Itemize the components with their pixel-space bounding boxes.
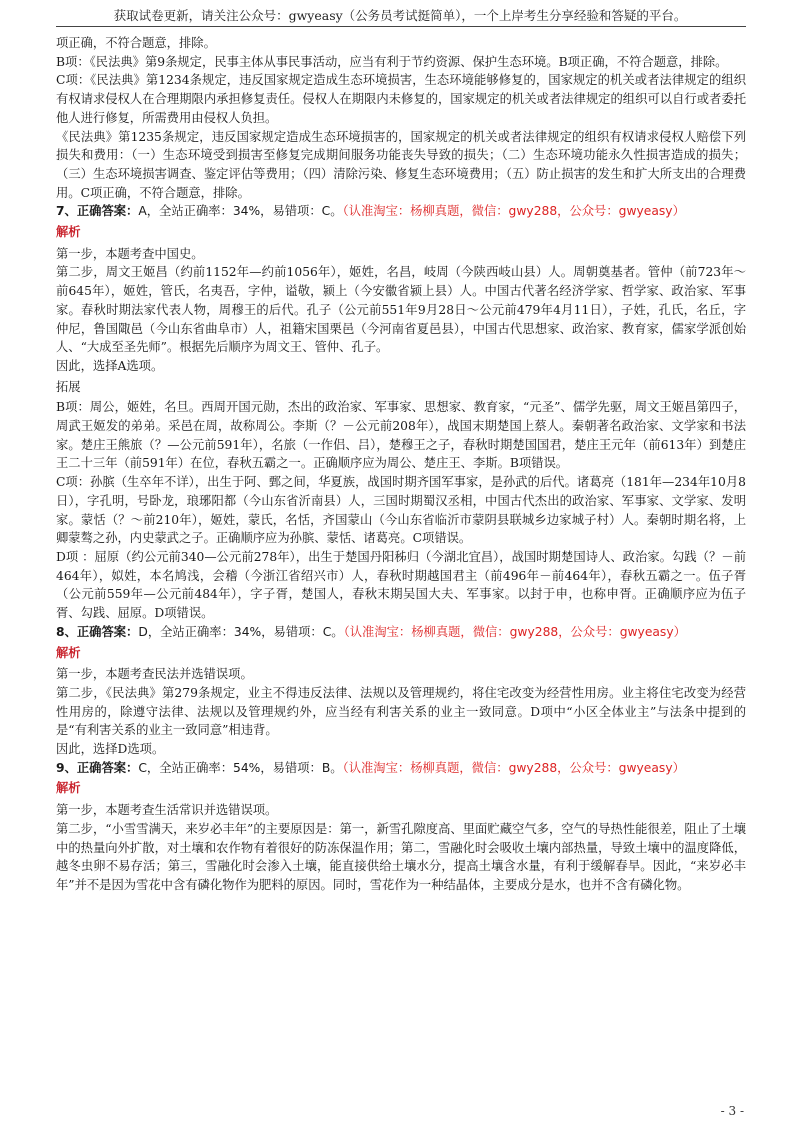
paragraph: 第一步，本题考查生活常识并选错误项。: [56, 803, 278, 818]
paragraph: 第二步，周文王姬昌（约前1152年—约前1056年），姬姓，名昌，岐周（今陕西岐山县）人。周朝奠基者。管仲（前723年～前645年），姬姓，管氏，名夷吾，字仲，谥敬，颍上（今安徽省颍上县）人。中国古代著名经济学家、哲学家、政治家、军事家。春秋时期法家代表人物，周穆王的后代。孔子（公元前551年9月28日～公元前479年4月11日），子姓，孔氏，名丘，字仲尼，鲁国陬邑（今山东省曲阜市）人，祖籍宋国栗邑（今河南省夏邑县），中国古代思想家、政治家、教育家，儒家学派创始人、“大成至圣先师”。根据先后顺序为周文王、管仲、孔子。: [56, 265, 746, 355]
paragraph: 第一步，本题考查中国史。: [56, 246, 204, 261]
paragraph: B项：周公，姬姓，名旦。西周开国元勋，杰出的政治家、军事家、思想家、教育家，“元圣”、儒学先驱，周文王姬昌第四子，周武王姬发的弟弟。采邑在周，故称周公。李斯（？－公元前208年），战国末期楚国上蔡人。秦朝著名政治家、文学家和书法家。楚庄王熊旅（？—公元前591年），名旅（一作侣、吕），楚穆王之子，春秋时期楚国国君，楚庄王元年（前613年）到楚庄王二十三年（前591年）在位，春秋五霸之一。正确顺序应为周公、楚庄王、李斯。B项错误。: [56, 400, 746, 471]
answer-line: [56, 202, 746, 221]
page-header: 获取试卷更新，请关注公众号：gwyeasy（公务员考试挺简单），一个上岸考生分享经验和答疑的平台。: [113, 8, 687, 23]
paragraph: D项 ：屈原（约公元前340—公元前278年），出生于楚国丹阳秭归（今湖北宜昌），战国时期楚国诗人、政治家。勾践（？－前464年），姒姓，本名鸠浅，会稽（今浙江省绍兴市）人，春秋时期越国君主（前496年－前464年），春秋五霸之一。伍子胥（公元前559年—公元前484年），字子胥，楚国人，春秋末期吴国大夫、军事家。以封于申，也称申胥。正确顺序应为伍子胥、勾践、屈原。D项错误。: [56, 549, 746, 621]
paragraph: 项正确，不符合题意，排除。: [56, 36, 216, 50]
paragraph: 第二步，《民法典》第279条规定，业主不得违反法律、法规以及管理规约，将住宅改变为经营性用房。业主将住宅改变为经营性用房的，除遵守法律、法规以及管理规约外，应当经有利害关系的业主一致同意。D项中“小区全体业主”与法条中提到的是“有利害关系的业主一致同意”相违背。: [56, 685, 746, 738]
answer-stats: D，全站正确率：34%，易错项：C。: [138, 624, 344, 639]
answer-line: [56, 759, 746, 778]
paragraph: B项：《民法典》第9条规定，民事主体从事民事活动，应当有利于节约资源、保护生态环境。B项正确，不符合题意，排除。: [56, 54, 728, 69]
answer-label: 7、正确答案：: [56, 204, 139, 219]
section-heading: 拓展: [56, 379, 81, 394]
answer-line: [56, 623, 746, 642]
answer-label: 8、正确答案：: [56, 624, 139, 639]
answer-label: 9、正确答案：: [56, 760, 139, 775]
promo-note: （认准淘宝：杨柳真题，微信：gwy288，公众号：gwyeasy）: [343, 624, 686, 639]
paragraph: 第二步，“小雪雪满天，来岁必丰年”的主要原因是：第一，新雪孔隙度高、里面贮藏空气多，空气的导热性能很差，阻止了土壤中的热量向外扩散，对土壤和农作物有着很好的防冻保温作用；第二，雪融化时会吸收土壤内部热量，导致土壤中的温度降低，越冬虫卵不易存活；第三，雪融化时会渗入土壤，能直接供给土壤水分，提高土壤含水量，有利于缓解春旱。因此，“来岁必丰年”并不是因为雪花中含有磷化物作为肥料的原因。同时，雪花作为一种结晶体，主要成分是水，也并不含有磷化物。: [56, 821, 746, 892]
answer-stats: A，全站正确率：34%，易错项：C。: [138, 204, 343, 219]
header-divider: [56, 26, 746, 27]
paragraph: 因此，选择D选项。: [56, 742, 165, 757]
answer-stats: C，全站正确率：54%，易错项：B。: [138, 760, 343, 775]
paragraph: 因此，选择A选项。: [56, 358, 164, 373]
paragraph: 《民法典》第1235条规定，违反国家规定造成生态环境损害的，国家规定的机关或者法律规定的组织有权请求侵权人赔偿下列损失和费用：（一）生态环境受到损害至修复完成期间服务功能丧失导致的损失；（二）生态环境功能永久性损害造成的损失；（三）生态环境损害调查、鉴定评估等费用；（四）清除污染、修复生态环境费用；（五）防止损害的发生和扩大所支出的合理费用。C项正确，不符合题意，排除。: [56, 129, 746, 200]
promo-note: （认准淘宝：杨柳真题，微信：gwy288，公众号：gwyeasy）: [342, 760, 685, 775]
paragraph: C项：孙膑（生卒年不详），出生于阿、鄄之间，华夏族，战国时期齐国军事家，是孙武的后代。诸葛亮（181年—234年10月8日），字孔明，号卧龙，琅琊阳都（今山东省沂南县）人，三国时期蜀汉丞相，中国古代杰出的政治家、军事家、文学家、发明家。蒙恬（？～前210年），姬姓，蒙氏，名恬，齐国蒙山（今山东省临沂市蒙阴县联城乡边家城子村）人。秦朝时期名将，上卿蒙骜之孙，内史蒙武之子。正确顺序应为孙膑、蒙恬、诸葛亮。C项错误。: [56, 475, 746, 546]
analysis-heading: 解析: [56, 645, 81, 660]
paragraph: 第一步，本题考查民法并选错误项。: [56, 667, 253, 682]
page-number: - 3 -: [720, 1104, 744, 1118]
document-body: [56, 34, 746, 895]
analysis-heading: 解析: [56, 225, 81, 240]
analysis-heading: 解析: [56, 781, 81, 796]
paragraph: C项：《民法典》第1234条规定，违反国家规定造成生态环境损害，生态环境能够修复的，国家规定的机关或者法律规定的组织有权请求侵权人在合理期限内承担修复责任。侵权人在期限内未修复的，国家规定的机关或者法律规定的组织可以自行或者委托他人进行修复，所需费用由侵权人负担。: [56, 73, 746, 125]
promo-note: （认准淘宝：杨柳真题，微信：gwy288，公众号：gwyeasy）: [342, 204, 685, 219]
